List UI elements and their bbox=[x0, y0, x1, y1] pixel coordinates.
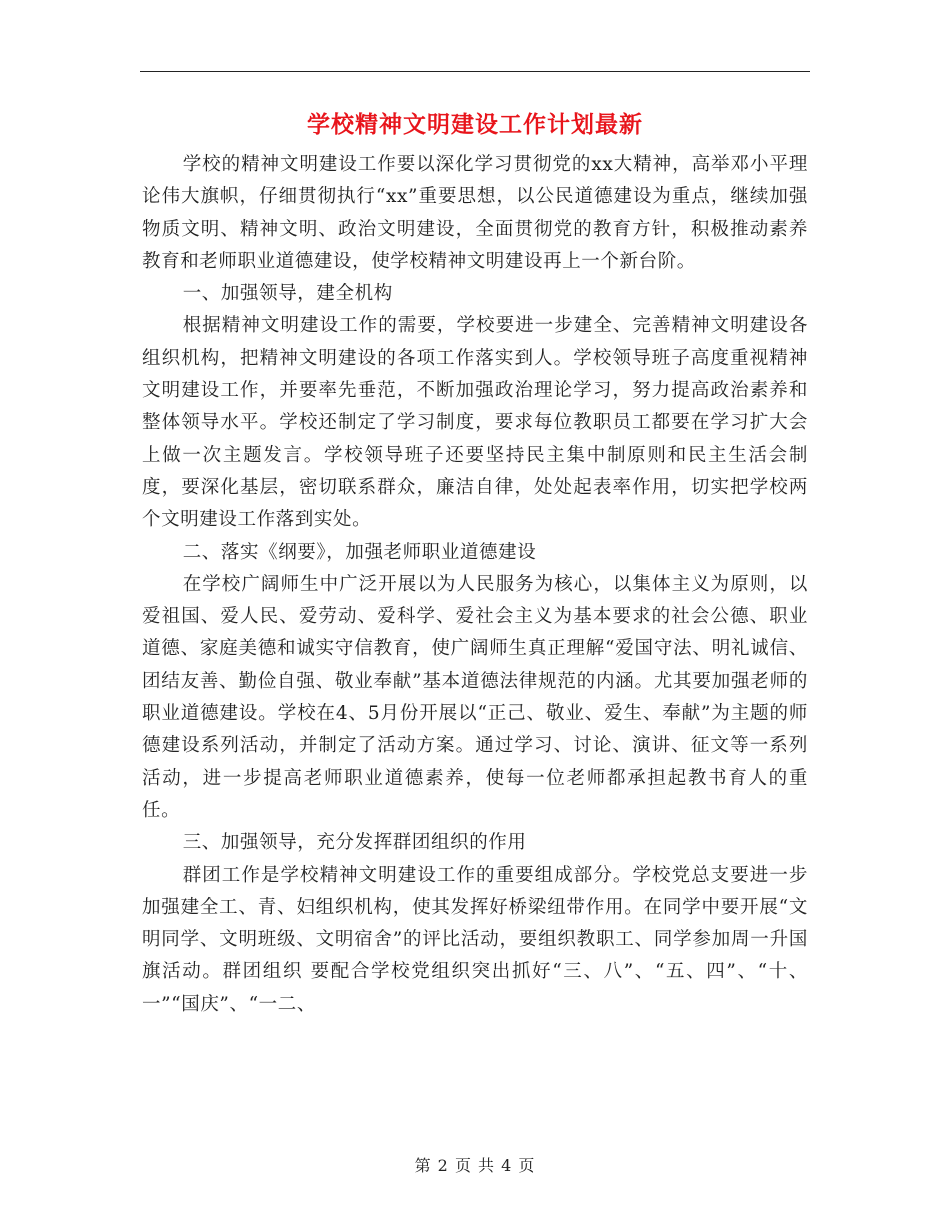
section-heading-3: 三、加强领导，充分发挥群团组织的作用 bbox=[182, 832, 527, 854]
document-title: 学校精神文明建设工作计划最新 bbox=[307, 112, 643, 138]
header-rule bbox=[140, 71, 810, 72]
paragraph-section-1: 根据精神文明建设工作的需要，学校要进一步建全、完善精神文明建设各组织机构，把精神文明建设的各项工作落实到人。学校领导班子高度重视精神文明建设工作，并要率先垂范，不断加强政治理论学习，努力提高政治素养和整体领导水平。学校还制定了学习制度，要求每位教职员工都要在学习扩大会上做一次主题发言。学校领导班子还要坚持民主集中制原则和民主生活会制度，要深化基层，密切联系群众，廉洁自律，处处起表率作用，切实把学校两个文明建设工作落到实处。 bbox=[142, 315, 808, 531]
document-body bbox=[142, 149, 808, 1021]
page-number-footer: 第 2 页 共 4 页 bbox=[414, 1156, 536, 1175]
paragraph-section-3: 群团工作是学校精神文明建设工作的重要组成部分。学校党总支要进一步加强建全工、青、妇组织机构，使其发挥好桥梁纽带作用。在同学中要开展“文明同学、文明班级、文明宿舍”的评比活动，要组织教职工、同学参加周一升国旗活动。群团组织 要配合学校党组织突出抓好“三、八”、“五、四”、“十、一”“国庆”、“一二、 bbox=[142, 864, 808, 1015]
section-heading-1: 一、加强领导，建全机构 bbox=[182, 283, 393, 305]
section-heading-2: 二、落实《纲要》，加强老师职业道德建设 bbox=[182, 541, 537, 563]
paragraph-section-2: 在学校广阔师生中广泛开展以为人民服务为核心，以集体主义为原则，以爱祖国、爱人民、爱劳动、爱科学、爱社会主义为基本要求的社会公德、职业道德、家庭美德和诚实守信教育，使广阔师生真正理解“爱国守法、明礼诚信、团结友善、勤俭自强、敬业奉献”基本道德法律规范的内涵。尤其要加强老师的职业道德建设。学校在4、5月份开展以“正己、敬业、爱生、奉献”为主题的师德建设系列活动，并制定了活动方案。通过学习、讨论、演讲、征文等一系列活动，进一步提高老师职业道德素养，使每一位老师都承担起教书育人的重任。 bbox=[142, 573, 808, 821]
paragraph-intro: 学校的精神文明建设工作要以深化学习贯彻党的xx大精神，高举邓小平理论伟大旗帜，仔细贯彻执行“xx”重要思想，以公民道德建设为重点，继续加强物质文明、精神文明、政治文明建设，全面贯彻党的教育方针，积极推动素养教育和老师职业道德建设，使学校精神文明建设再上一个新台阶。 bbox=[142, 154, 808, 272]
